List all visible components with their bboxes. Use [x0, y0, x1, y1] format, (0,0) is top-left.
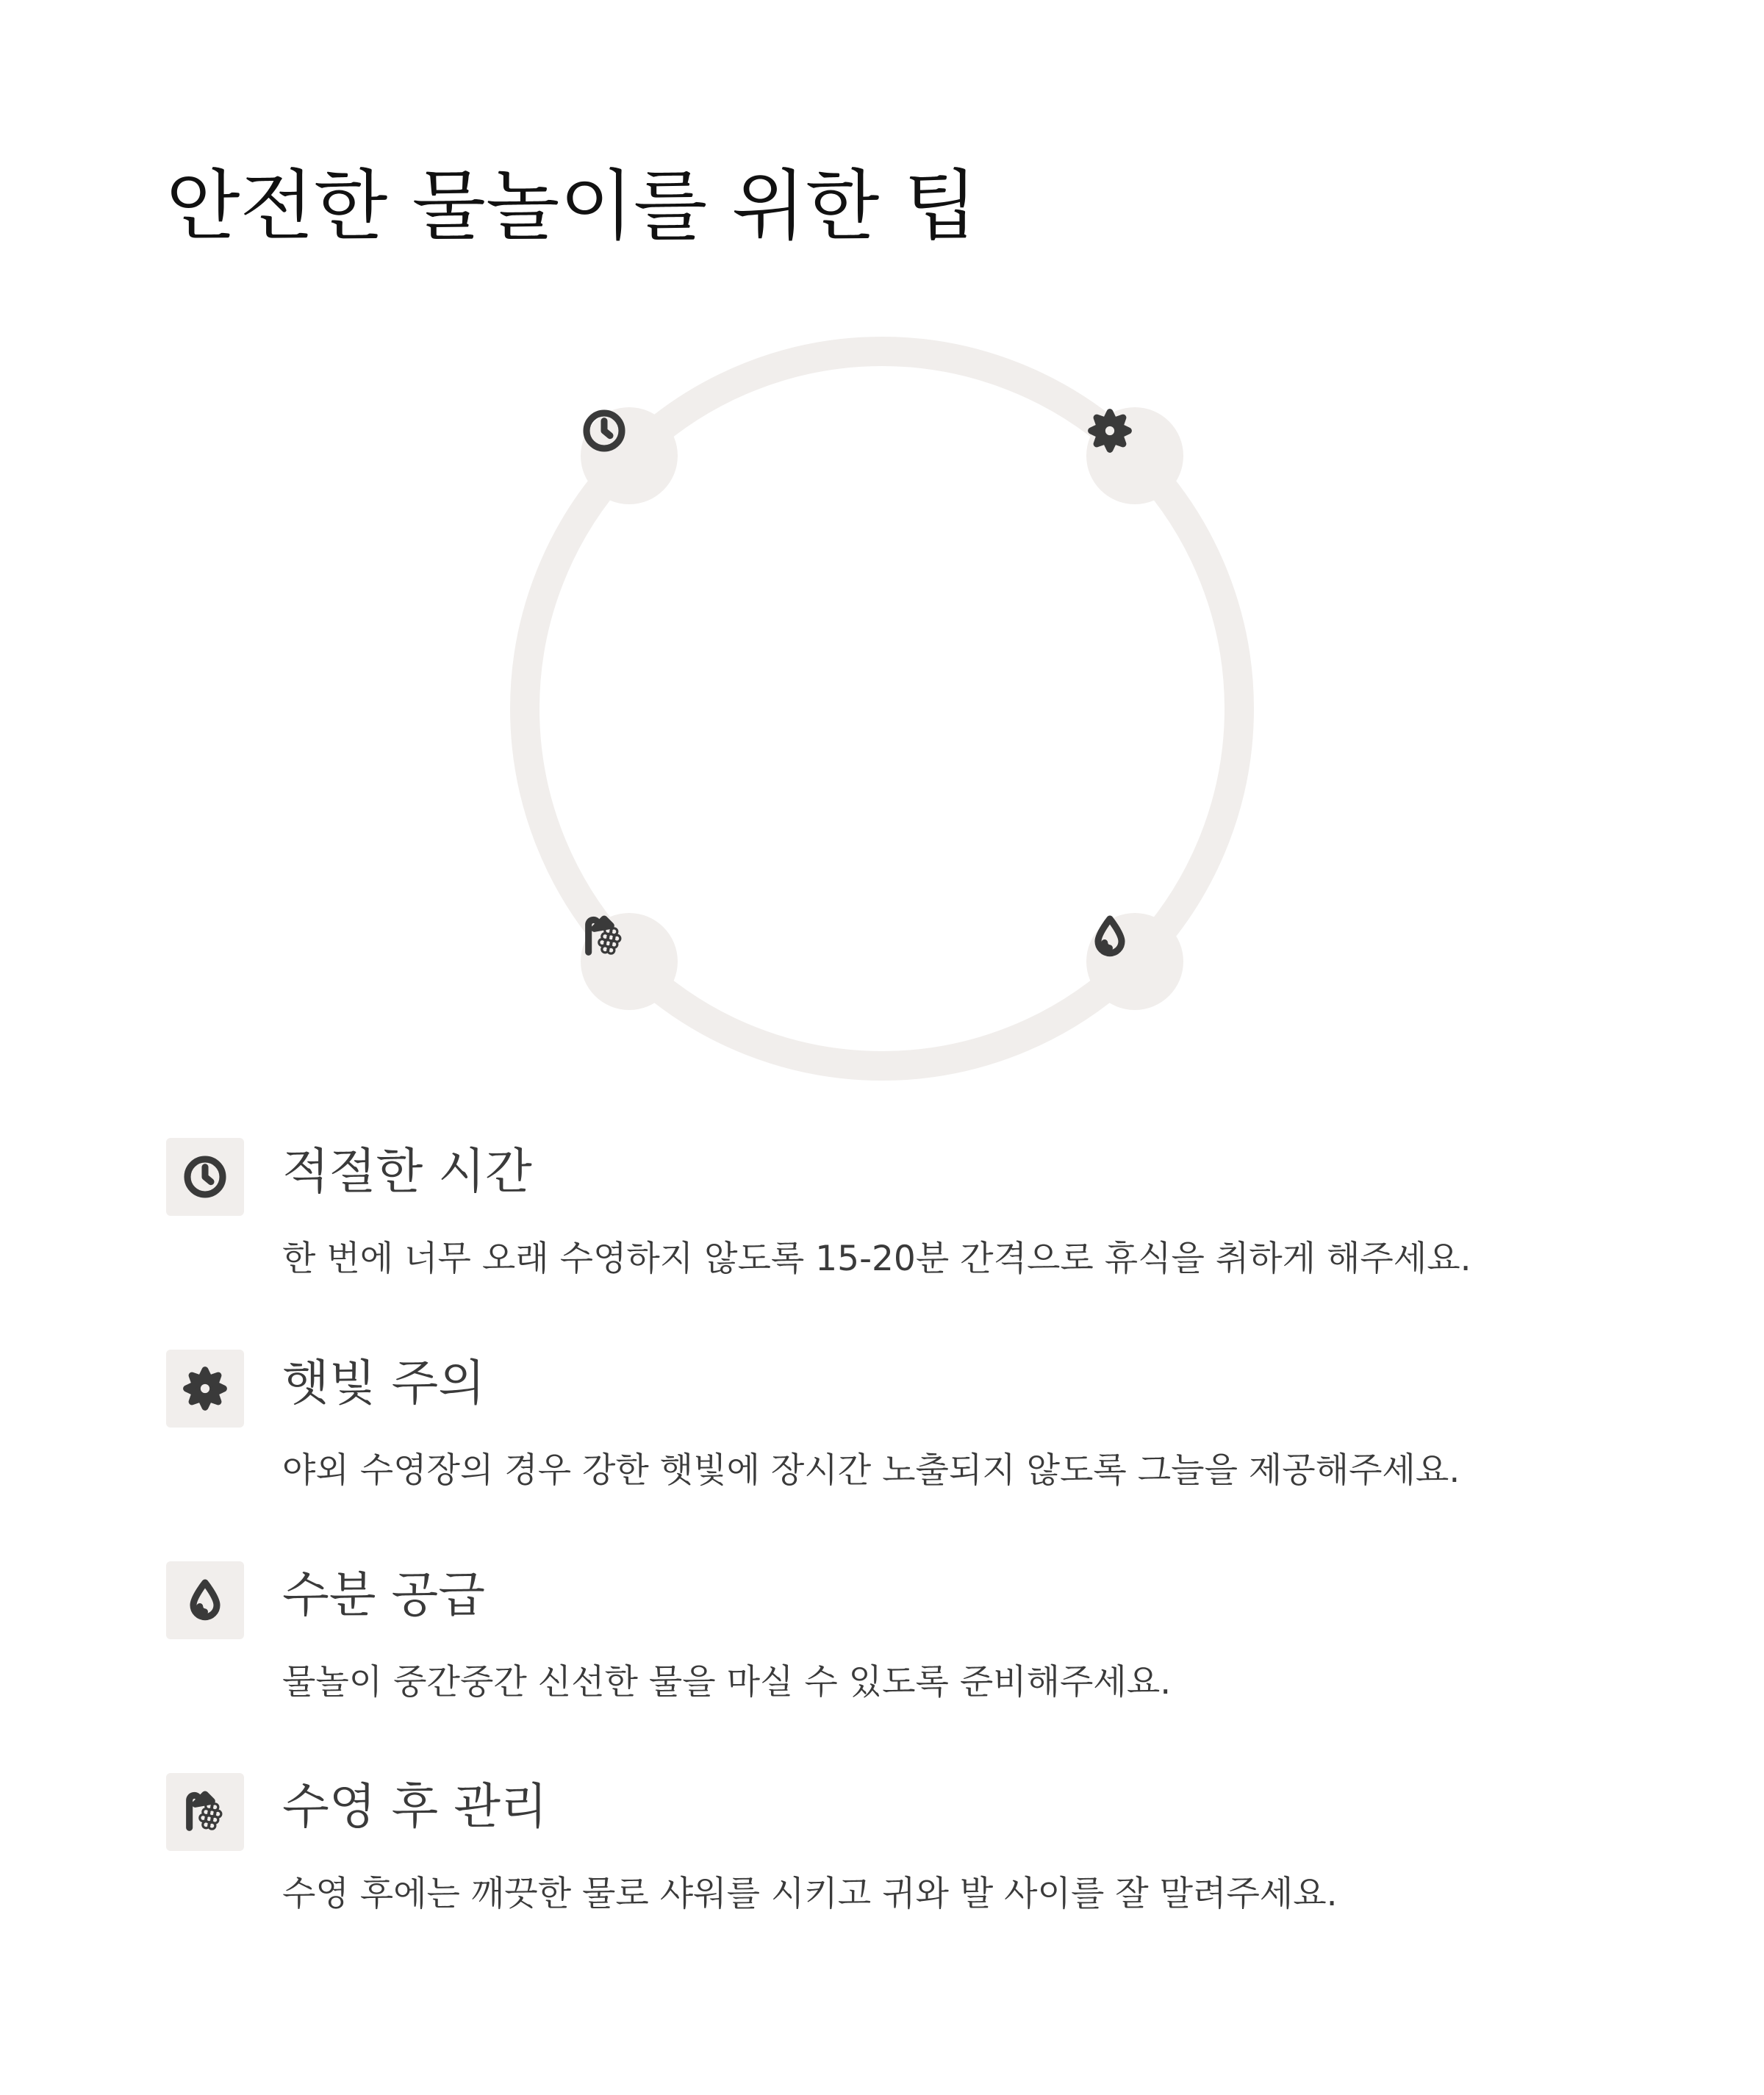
- tip-icon-box: [166, 1561, 244, 1639]
- tip-item-after-swim: [166, 1773, 1636, 1985]
- tip-title: 햇빛 주의: [282, 1355, 486, 1411]
- water-drop-icon: [182, 1577, 229, 1624]
- tip-description: 수영 후에는 깨끗한 물로 샤워를 시키고 귀와 발 사이를 잘 말려주세요.: [282, 1874, 1338, 1914]
- tip-item-time: [166, 1138, 1636, 1350]
- tip-description: 한 번에 너무 오래 수영하지 않도록 15-20분 간격으로 휴식을 취하게 해주세요.: [282, 1239, 1471, 1279]
- shower-icon: [581, 913, 628, 960]
- shower-icon: [182, 1788, 229, 1836]
- clock-icon: [182, 1153, 229, 1200]
- diagram-node-sun: [1086, 407, 1183, 504]
- tip-icon-box: [166, 1138, 244, 1216]
- tip-title: 수분 공급: [282, 1566, 486, 1623]
- tips-cycle-diagram: [500, 332, 1264, 1097]
- sun-icon: [182, 1365, 229, 1412]
- tip-icon-box: [166, 1350, 244, 1428]
- diagram-node-shower: [581, 913, 678, 1010]
- tip-description: 야외 수영장의 경우 강한 햇빛에 장시간 노출되지 않도록 그늘을 제공해주세요.: [282, 1450, 1460, 1491]
- sun-icon: [1086, 407, 1133, 454]
- tip-item-sun: [166, 1350, 1636, 1561]
- page-title: 안전한 물놀이를 위한 팁: [166, 161, 978, 251]
- tips-list: [166, 1138, 1636, 1985]
- tip-title: 적절한 시간: [282, 1143, 532, 1200]
- tip-description: 물놀이 중간중간 신선한 물을 마실 수 있도록 준비해주세요.: [282, 1662, 1172, 1702]
- tip-item-hydration: [166, 1561, 1636, 1773]
- water-drop-icon: [1086, 913, 1133, 960]
- tip-icon-box: [166, 1773, 244, 1851]
- tip-title: 수영 후 관리: [282, 1778, 548, 1835]
- diagram-node-clock: [581, 407, 678, 504]
- clock-icon: [581, 407, 628, 454]
- diagram-node-water-drop: [1086, 913, 1183, 1010]
